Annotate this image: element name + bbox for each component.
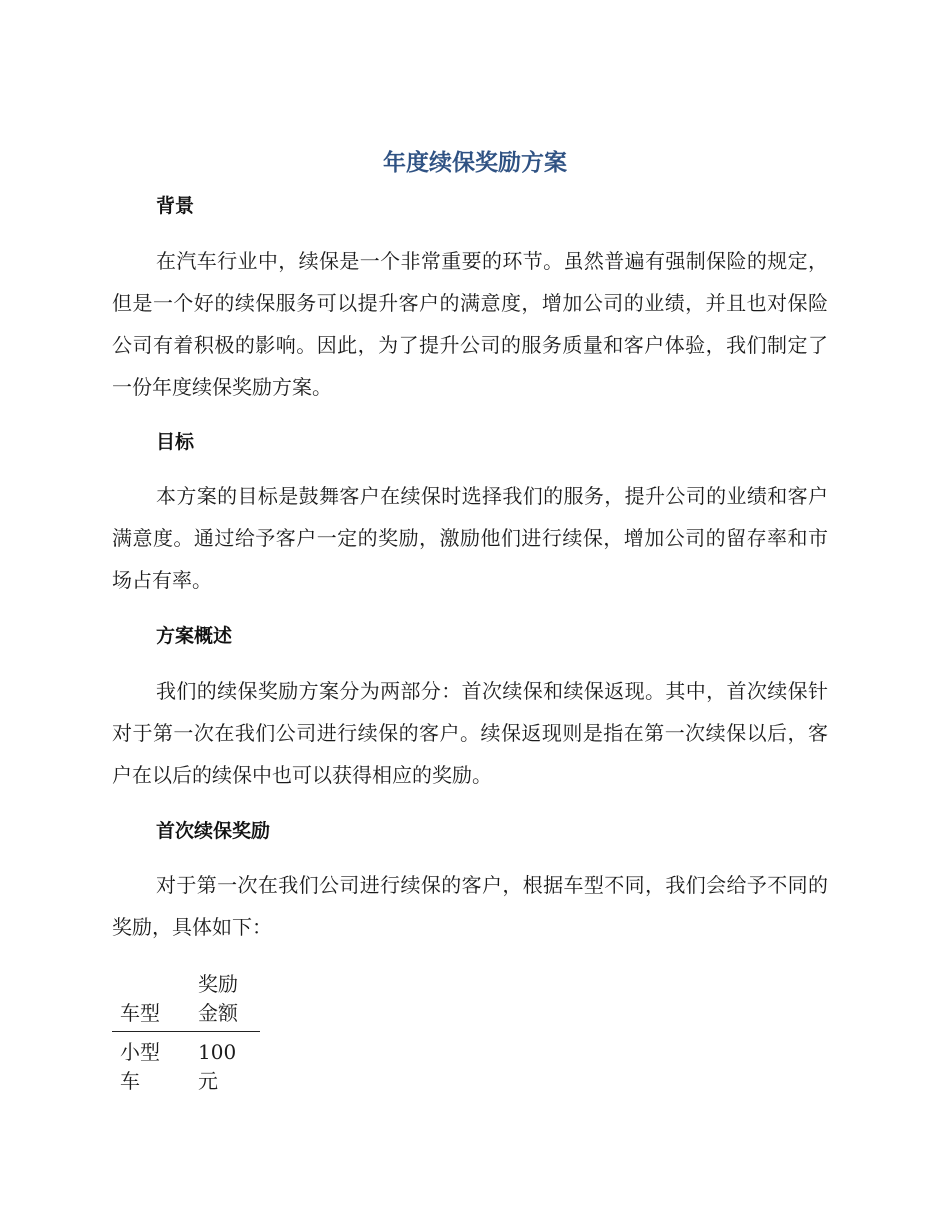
table-cell-vehicle-type bbox=[112, 1032, 198, 1097]
section-paragraph-goal: 本方案的目标是鼓舞客户在续保时选择我们的服务，提升公司的业绩和客户满意度。通过给予客户一定的奖励，激励他们进行续保，增加公司的留存率和市场占有率。 bbox=[112, 484, 828, 592]
section-paragraph-background: 在汽车行业中，续保是一个非常重要的环节。虽然普遍有强制保险的规定，但是一个好的续保服务可以提升客户的满意度，增加公司的业绩，并且也对保险公司有着积极的影响。因此，为了提升公司的服务质量和客户体验，我们制定了一份年度续保奖励方案。 bbox=[112, 249, 828, 399]
table-header-reward-amount-label: 奖励金额 bbox=[198, 972, 238, 1025]
table-header-row bbox=[112, 970, 260, 1032]
table-row bbox=[112, 1032, 260, 1097]
section-heading-first-renewal: 首次续保奖励 bbox=[156, 820, 271, 842]
table-header-reward-amount bbox=[198, 970, 260, 1032]
table-cell-reward-amount bbox=[198, 1032, 260, 1097]
table-cell-reward-amount-value: 100元 bbox=[198, 1040, 237, 1093]
section-paragraph-overview: 我们的续保奖励方案分为两部分：首次续保和续保返现。其中，首次续保针对于第一次在我们公司进行续保的客户。续保返现则是指在第一次续保以后，客户在以后的续保中也可以获得相应的奖励。 bbox=[112, 679, 828, 787]
section-paragraph-first-renewal: 对于第一次在我们公司进行续保的客户，根据车型不同，我们会给予不同的奖励，具体如下： bbox=[112, 873, 828, 939]
table-header-vehicle-type bbox=[112, 970, 198, 1032]
section-heading-goal: 目标 bbox=[156, 431, 195, 453]
section-heading-overview: 方案概述 bbox=[156, 625, 233, 647]
reward-table bbox=[112, 970, 260, 1096]
section-heading-background: 背景 bbox=[156, 195, 195, 217]
table-cell-vehicle-type-value: 小型车 bbox=[120, 1040, 160, 1093]
document-title: 年度续保奖励方案 bbox=[383, 150, 567, 176]
table-header-vehicle-type-label: 车型 bbox=[120, 1001, 160, 1025]
